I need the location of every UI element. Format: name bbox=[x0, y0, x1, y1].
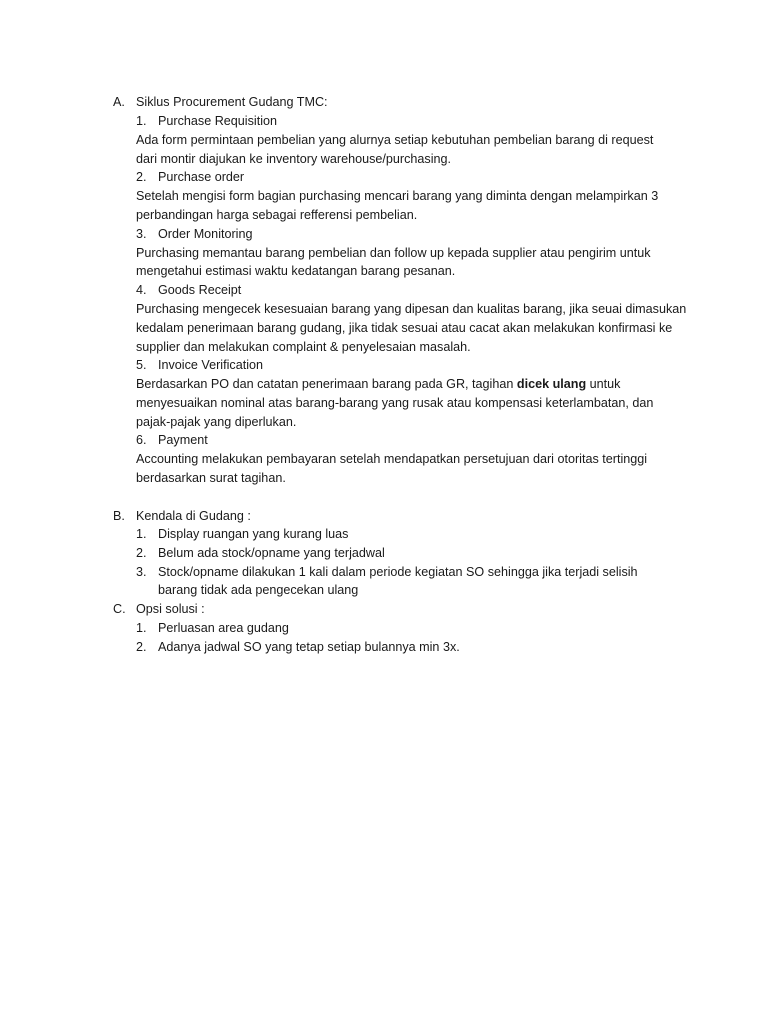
item-number: 3. bbox=[136, 227, 147, 241]
item-number: 5. bbox=[136, 358, 147, 372]
item-heading: Order Monitoring bbox=[158, 227, 253, 241]
item-heading: Goods Receipt bbox=[158, 283, 242, 297]
item-number: 6. bbox=[136, 433, 147, 447]
item-text-line: pajak-pajak yang diperlukan. bbox=[136, 415, 297, 429]
item-text-line: barang tidak ada pengecekan ulang bbox=[158, 583, 359, 597]
item-text-line: Purchasing memantau barang pembelian dan follow up kepada supplier atau pengirim untuk bbox=[136, 246, 651, 260]
item-text-line: Perluasan area gudang bbox=[158, 621, 289, 635]
section-a-title: Siklus Procurement Gudang TMC: bbox=[136, 95, 328, 109]
item-number: 1. bbox=[136, 114, 147, 128]
item-heading: Invoice Verification bbox=[158, 358, 264, 372]
section-a-marker: A. bbox=[113, 95, 125, 109]
section-c-marker: C. bbox=[113, 602, 126, 616]
bold-emphasis: dicek ulang bbox=[516, 377, 587, 391]
section-b-marker: B. bbox=[113, 509, 125, 523]
item-text-line: Stock/opname dilakukan 1 kali dalam periode kegiatan SO sehingga jika terjadi selisih bbox=[158, 565, 638, 579]
section-c-title: Opsi solusi : bbox=[136, 602, 205, 616]
text-run: Berdasarkan PO dan catatan penerimaan barang pada GR, tagihan bbox=[136, 377, 517, 391]
item-number: 1. bbox=[136, 527, 147, 541]
item-number: 1. bbox=[136, 621, 147, 635]
section-b-title: Kendala di Gudang : bbox=[136, 509, 251, 523]
item-text-line: Adanya jadwal SO yang tetap setiap bulannya min 3x. bbox=[158, 640, 460, 654]
item-number: 2. bbox=[136, 546, 147, 560]
item-number: 2. bbox=[136, 640, 147, 654]
text-run: untuk bbox=[586, 377, 621, 391]
item-text-line: Belum ada stock/opname yang terjadwal bbox=[158, 546, 385, 560]
item-text-line: Accounting melakukan pembayaran setelah mendapatkan persetujuan dari otoritas tertinggi bbox=[136, 452, 648, 466]
item-text-line: kedalam penerimaan barang gudang, jika tidak sesuai atau cacat akan melakukan konfirmasi ke bbox=[136, 321, 673, 335]
item-number: 4. bbox=[136, 283, 147, 297]
item-heading: Purchase order bbox=[158, 170, 245, 184]
item-number: 3. bbox=[136, 565, 147, 579]
item-text-line: perbandingan harga sebagai refferensi pembelian. bbox=[136, 208, 418, 222]
item-text-line: Purchasing mengecek kesesuaian barang yang dipesan dan kualitas barang, jika seuai dimasukan bbox=[136, 302, 687, 316]
item-heading: Purchase Requisition bbox=[158, 114, 278, 128]
item-text-line: Setelah mengisi form bagian purchasing mencari barang yang diminta dengan melampirkan 3 bbox=[136, 189, 659, 203]
item-text-line: supplier dan melakukan complaint & penyelesaian masalah. bbox=[136, 340, 471, 354]
item-text-line: mengetahui estimasi waktu kedatangan barang pesanan. bbox=[136, 264, 456, 278]
item-text-line: Display ruangan yang kurang luas bbox=[158, 527, 349, 541]
item-text-line: berdasarkan surat tagihan. bbox=[136, 471, 286, 485]
item-heading: Payment bbox=[158, 433, 208, 447]
item-text-line: menyesuaikan nominal atas barang-barang yang rusak atau kompensasi keterlambatan, dan bbox=[136, 396, 654, 410]
item-text-line: Ada form permintaan pembelian yang alurnya setiap kebutuhan pembelian barang di request bbox=[136, 133, 654, 147]
item-text-line bbox=[136, 375, 620, 393]
item-text-line: dari montir diajukan ke inventory warehouse/purchasing. bbox=[136, 152, 452, 166]
item-number: 2. bbox=[136, 170, 147, 184]
